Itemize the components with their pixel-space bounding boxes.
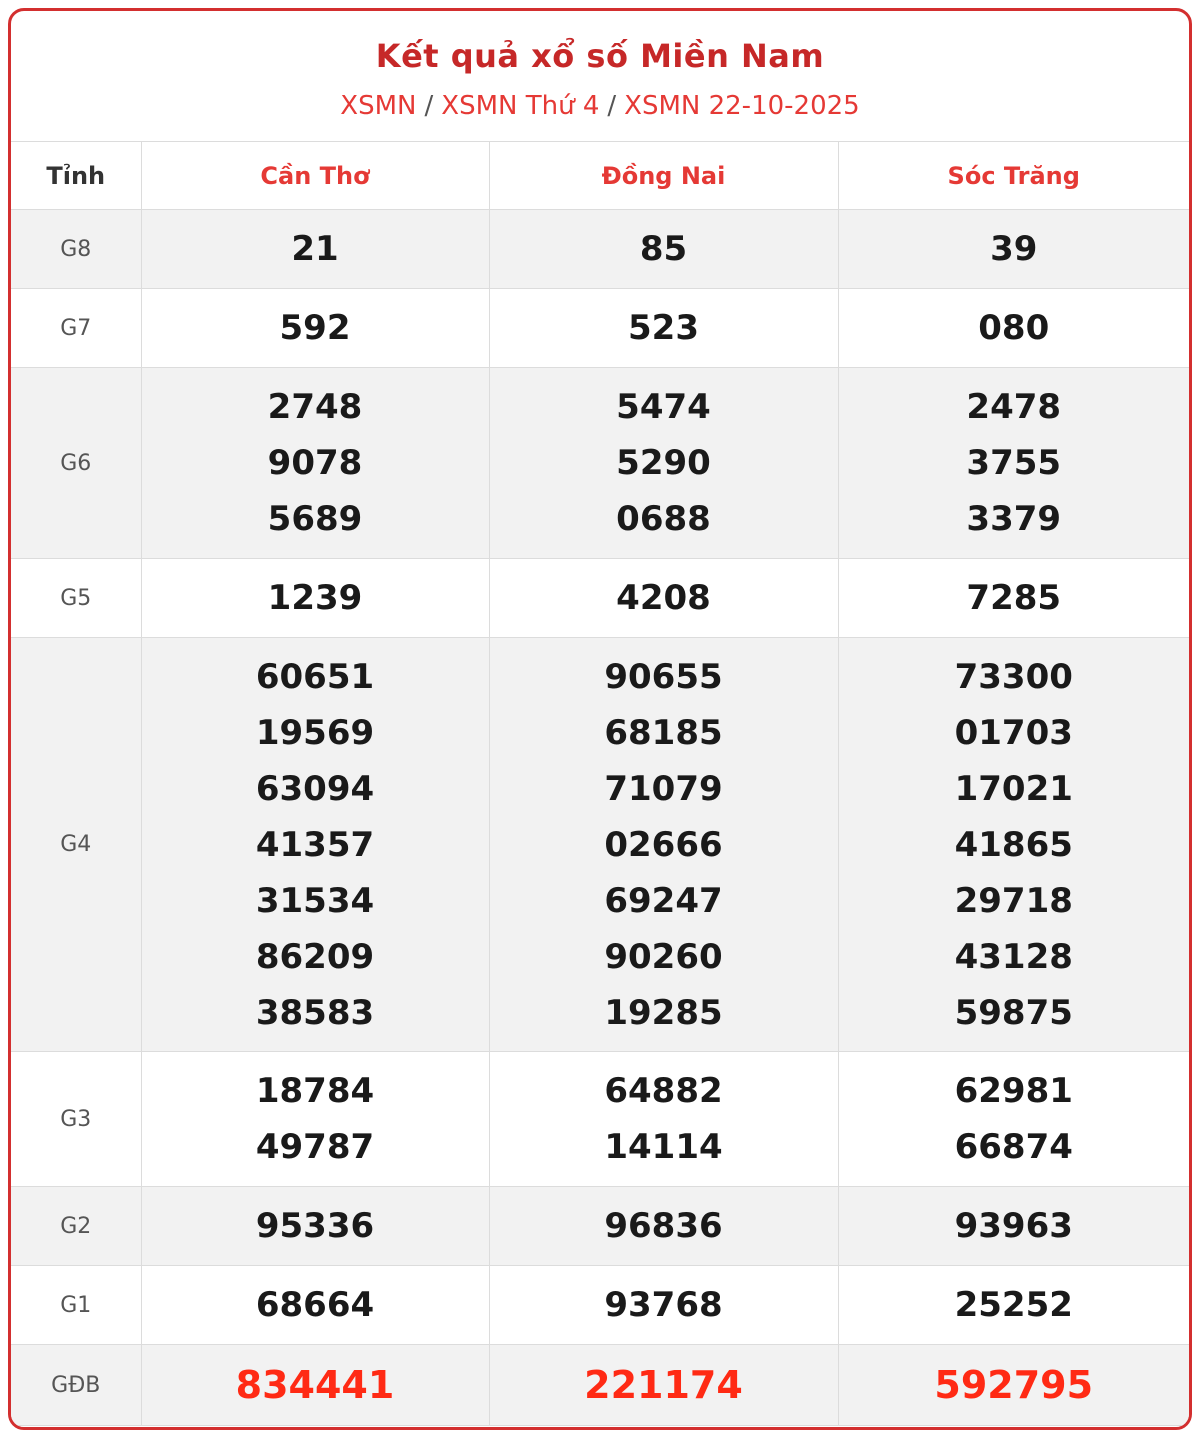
result-cell bbox=[141, 1345, 489, 1426]
result-cell bbox=[141, 1052, 489, 1187]
result-cell bbox=[838, 210, 1189, 289]
special-prize-number: 834441 bbox=[235, 1363, 395, 1407]
table-row bbox=[11, 1187, 1189, 1266]
prize-label: GĐB bbox=[11, 1345, 141, 1426]
breadcrumb bbox=[11, 91, 1189, 121]
prize-label: G5 bbox=[11, 559, 141, 638]
result-number: 39 bbox=[990, 229, 1038, 269]
result-number: 62981 bbox=[954, 1071, 1073, 1111]
result-cell bbox=[489, 1052, 838, 1187]
result-cell bbox=[141, 1266, 489, 1345]
prize-label: G3 bbox=[11, 1052, 141, 1187]
special-prize-number: 592795 bbox=[934, 1363, 1094, 1407]
breadcrumb-xsmn[interactable]: XSMN bbox=[340, 91, 417, 121]
result-cell bbox=[489, 1187, 838, 1266]
special-prize-number: 221174 bbox=[584, 1363, 743, 1407]
table-header-row bbox=[11, 142, 1189, 210]
result-number: 523 bbox=[628, 308, 699, 348]
result-number: 68664 bbox=[255, 1285, 375, 1325]
result-number: 38583 bbox=[255, 992, 375, 1033]
breadcrumb-separator: / bbox=[424, 91, 434, 121]
result-number: 90260 bbox=[604, 936, 723, 977]
result-cell bbox=[489, 559, 838, 638]
result-number: 4208 bbox=[616, 578, 711, 618]
result-number: 3379 bbox=[966, 499, 1062, 539]
result-number: 25252 bbox=[954, 1285, 1073, 1325]
table-row bbox=[11, 289, 1189, 368]
province-header-soc-trang[interactable]: Sóc Trăng bbox=[838, 142, 1189, 210]
result-number: 41865 bbox=[954, 824, 1073, 865]
result-cell bbox=[489, 1266, 838, 1345]
result-number: 7285 bbox=[966, 578, 1062, 618]
result-number: 2478 bbox=[966, 387, 1062, 427]
page-title: Kết quả xổ số Miền Nam bbox=[375, 37, 825, 75]
result-number: 93963 bbox=[954, 1206, 1073, 1246]
result-cell bbox=[838, 289, 1189, 368]
result-cell bbox=[489, 210, 838, 289]
breadcrumb-xsmn-date[interactable]: XSMN 22-10-2025 bbox=[624, 91, 860, 121]
result-number: 31534 bbox=[255, 880, 375, 921]
results-body bbox=[11, 210, 1189, 1426]
result-number: 71079 bbox=[604, 768, 723, 809]
result-cell bbox=[838, 1187, 1189, 1266]
result-number: 96836 bbox=[604, 1206, 723, 1246]
result-number: 5290 bbox=[616, 443, 711, 483]
table-row bbox=[11, 559, 1189, 638]
province-header-dong-nai[interactable]: Đồng Nai bbox=[489, 142, 838, 210]
result-number: 080 bbox=[978, 308, 1050, 348]
result-number: 49787 bbox=[255, 1127, 375, 1167]
table-row bbox=[11, 1052, 1189, 1187]
results-table bbox=[11, 142, 1189, 1426]
result-number: 85 bbox=[639, 229, 688, 269]
result-number: 1239 bbox=[267, 578, 363, 618]
prize-label: G8 bbox=[11, 210, 141, 289]
result-number: 64882 bbox=[604, 1071, 723, 1111]
result-number: 41357 bbox=[255, 824, 375, 865]
result-cell bbox=[141, 368, 489, 559]
prize-label: G6 bbox=[11, 368, 141, 559]
result-cell bbox=[489, 638, 838, 1052]
result-cell bbox=[141, 210, 489, 289]
result-number: 592 bbox=[279, 308, 351, 348]
result-number: 14114 bbox=[604, 1127, 723, 1167]
prize-label: G7 bbox=[11, 289, 141, 368]
prize-label: G1 bbox=[11, 1266, 141, 1345]
result-cell bbox=[141, 559, 489, 638]
result-cell bbox=[838, 1345, 1189, 1426]
result-number: 69247 bbox=[604, 880, 723, 921]
result-number: 18784 bbox=[255, 1071, 375, 1111]
prize-label: G4 bbox=[11, 638, 141, 1052]
result-cell bbox=[838, 559, 1189, 638]
result-cell bbox=[489, 368, 838, 559]
result-cell bbox=[838, 368, 1189, 559]
result-number: 95336 bbox=[255, 1206, 375, 1246]
table-row bbox=[11, 1345, 1189, 1426]
result-number: 60651 bbox=[255, 656, 375, 697]
province-column-header: Tỉnh bbox=[11, 142, 141, 210]
breadcrumb-xsmn-thu4[interactable]: XSMN Thứ 4 bbox=[441, 91, 600, 121]
result-number: 19569 bbox=[255, 712, 375, 753]
result-number: 19285 bbox=[604, 992, 723, 1033]
result-number: 90655 bbox=[604, 656, 723, 697]
result-cell bbox=[141, 1187, 489, 1266]
table-row bbox=[11, 1266, 1189, 1345]
result-cell bbox=[141, 638, 489, 1052]
result-number: 63094 bbox=[255, 768, 375, 809]
result-number: 5474 bbox=[616, 387, 711, 427]
result-number: 43128 bbox=[954, 936, 1073, 977]
result-cell bbox=[489, 1345, 838, 1426]
result-number: 02666 bbox=[604, 824, 723, 865]
result-number: 17021 bbox=[954, 768, 1073, 809]
breadcrumb-separator: / bbox=[607, 91, 617, 121]
result-number: 93768 bbox=[604, 1285, 723, 1325]
result-number: 86209 bbox=[255, 936, 375, 977]
result-number: 0688 bbox=[616, 499, 711, 539]
results-card bbox=[8, 8, 1192, 1430]
results-header bbox=[11, 11, 1189, 142]
result-number: 5689 bbox=[267, 499, 363, 539]
result-number: 59875 bbox=[954, 992, 1073, 1033]
table-row bbox=[11, 210, 1189, 289]
table-row bbox=[11, 638, 1189, 1052]
result-cell bbox=[838, 1052, 1189, 1187]
result-cell bbox=[838, 638, 1189, 1052]
result-cell bbox=[489, 289, 838, 368]
result-cell bbox=[838, 1266, 1189, 1345]
result-number: 9078 bbox=[267, 443, 363, 483]
result-number: 3755 bbox=[966, 443, 1062, 483]
result-number: 29718 bbox=[954, 880, 1073, 921]
result-number: 73300 bbox=[954, 656, 1073, 697]
province-header-can-tho[interactable]: Cần Thơ bbox=[141, 142, 489, 210]
result-number: 68185 bbox=[604, 712, 723, 753]
result-cell bbox=[141, 289, 489, 368]
result-number: 01703 bbox=[954, 712, 1073, 753]
result-number: 66874 bbox=[954, 1127, 1073, 1167]
table-row bbox=[11, 368, 1189, 559]
prize-label: G2 bbox=[11, 1187, 141, 1266]
result-number: 21 bbox=[291, 229, 339, 269]
result-number: 2748 bbox=[267, 387, 363, 427]
